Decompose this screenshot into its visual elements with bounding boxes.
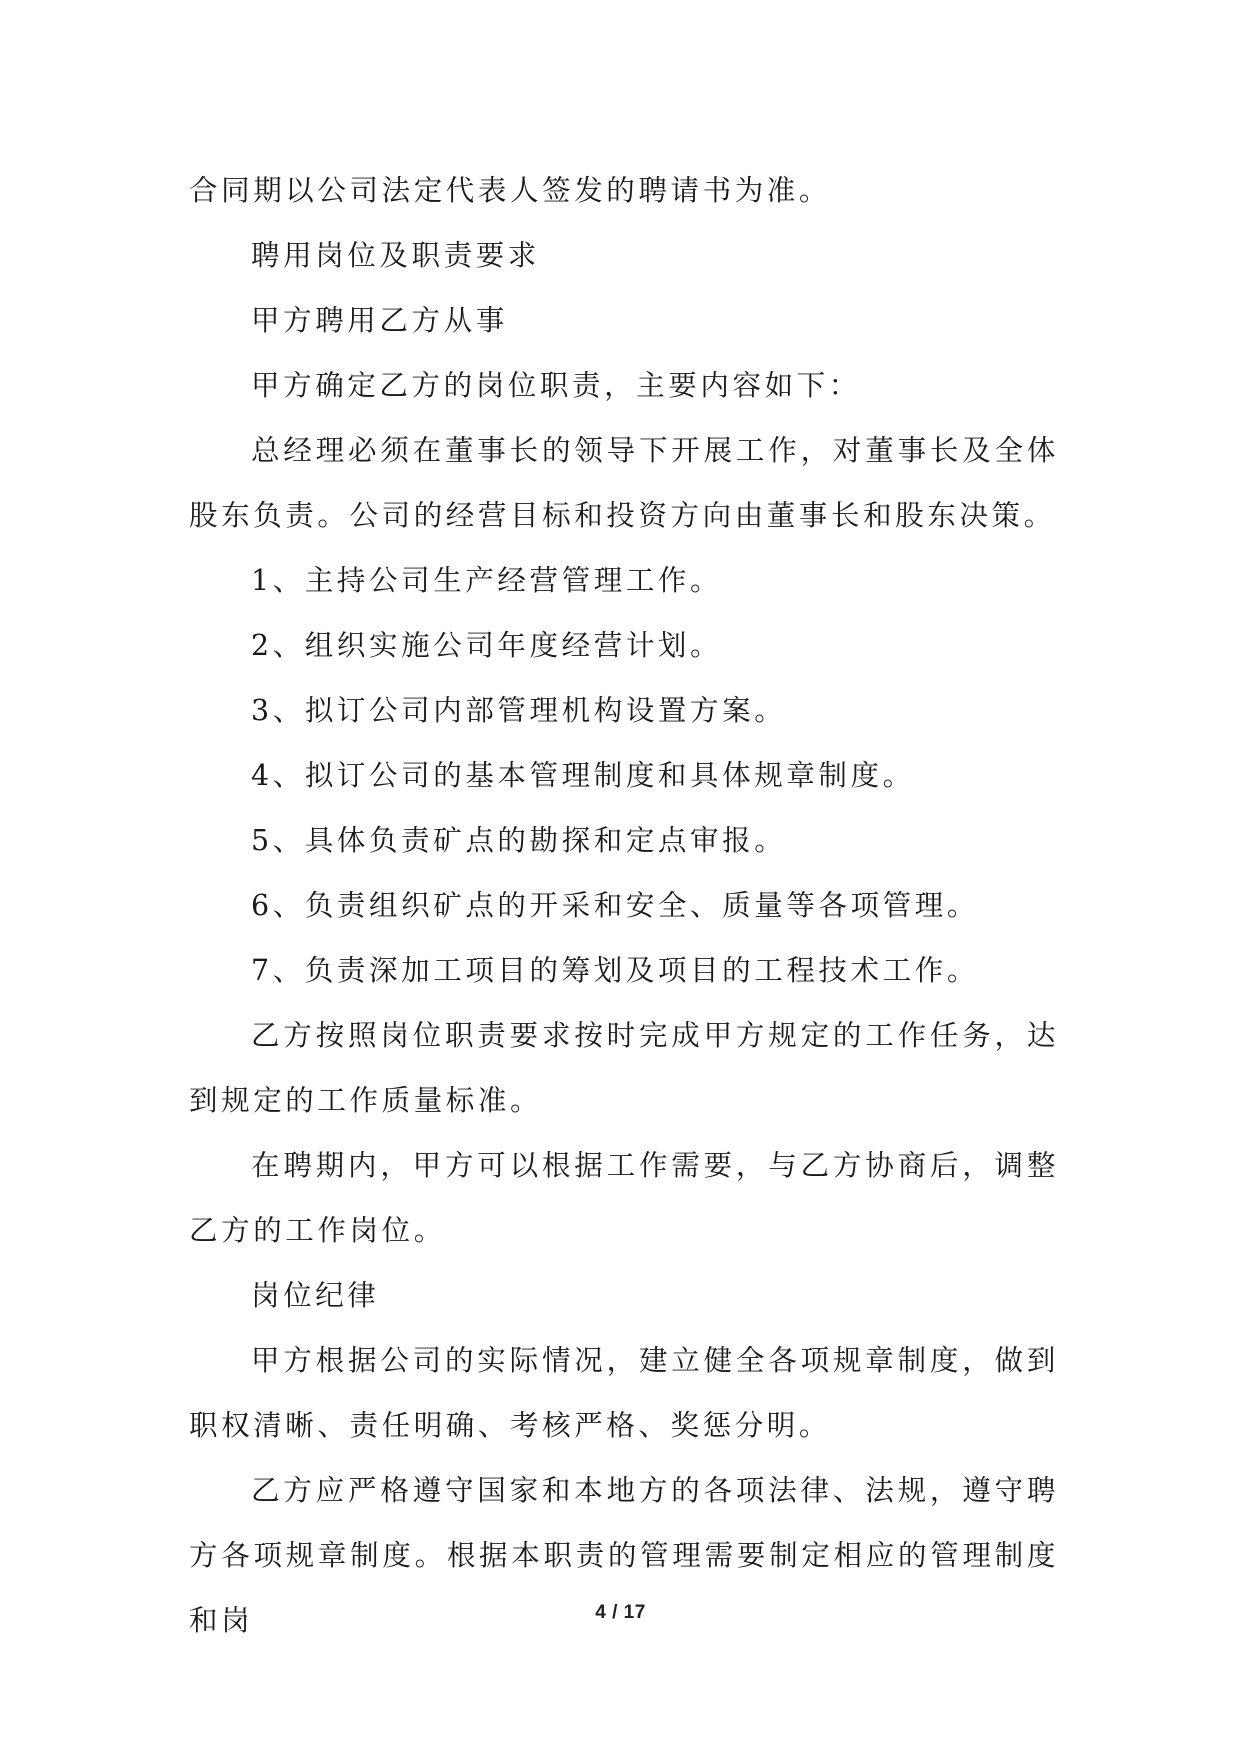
list-item: 5、具体负责矿点的勘探和定点审报。 bbox=[251, 824, 787, 857]
list-item: 6、负责组织矿点的开采和安全、质量等各项管理。 bbox=[251, 889, 979, 922]
paragraph: 在聘期内，甲方可以根据工作需要，与乙方协商后，调整乙方的工作岗位。 bbox=[189, 1149, 1059, 1247]
page-number: 4 / 17 bbox=[595, 1602, 646, 1623]
list-item: 7、负责深加工项目的筹划及项目的工程技术工作。 bbox=[251, 954, 979, 987]
section-heading: 岗位纪律 bbox=[251, 1279, 380, 1312]
paragraph: 总经理必须在董事长的领导下开展工作，对董事长及全体股东负责。公司的经营目标和投资方向由董事长和股东决策。 bbox=[189, 434, 1059, 532]
paragraph: 乙方应严格遵守国家和本地方的各项法律、法规，遵守聘方各项规章制度。根据本职责的管理需要制定相应的管理制度和岗 bbox=[189, 1474, 1059, 1637]
list-item: 4、拟订公司的基本管理制度和具体规章制度。 bbox=[251, 759, 915, 792]
paragraph: 乙方按照岗位职责要求按时完成甲方规定的工作任务，达到规定的工作质量标准。 bbox=[189, 1019, 1059, 1117]
list-item: 2、组织实施公司年度经营计划。 bbox=[251, 629, 723, 662]
list-item: 1、主持公司生产经营管理工作。 bbox=[251, 564, 723, 597]
paragraph: 甲方确定乙方的岗位职责，主要内容如下： bbox=[251, 369, 861, 402]
paragraph: 甲方根据公司的实际情况，建立健全各项规章制度，做到职权清晰、责任明确、考核严格、奖惩分明。 bbox=[189, 1344, 1059, 1442]
paragraph: 甲方聘用乙方从事 bbox=[251, 304, 508, 337]
section-heading: 聘用岗位及职责要求 bbox=[251, 239, 540, 272]
paragraph: 合同期以公司法定代表人签发的聘请书为准。 bbox=[189, 174, 832, 207]
document-body bbox=[189, 158, 1059, 1653]
list-item: 3、拟订公司内部管理机构设置方案。 bbox=[251, 694, 787, 727]
